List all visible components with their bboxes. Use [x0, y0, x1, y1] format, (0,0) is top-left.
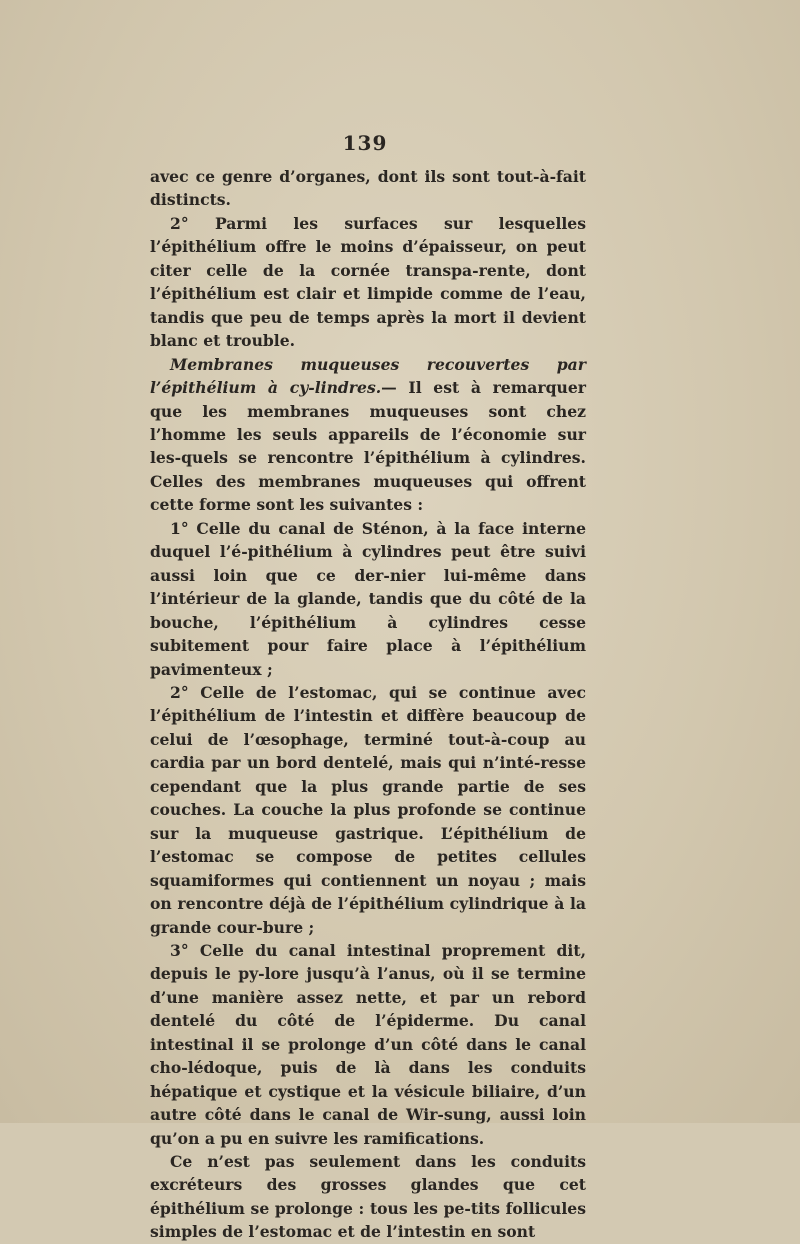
paragraph: 3° Celle du canal intestinal proprement dit, depuis le py-lore jusqu’à l’anus, où il se termine d’une manière assez nette, et par un rebord dentelé du côté de l’épiderme. Du canal intestinal il se prolonge d’un côté dans le canal cho-lédoque, puis de là dans les conduits hépatique et cystique et la vésicule biliaire, d’un autre côté dans le canal de Wir-sung, aussi loin qu’on a pu en suivre les ramifications.: [150, 940, 586, 1148]
body-text: [150, 165, 586, 1244]
paragraph: 1° Celle du canal de Sténon, à la face interne duquel l’é-pithélium à cylindres peut être suivi aussi loin que ce der-nier lui-même dans l’intérieur de la glande, tandis que du côté de la bouche, l’épithélium à cylindres cesse subitement pour faire place à l’épithélium pavimenteux ;: [150, 518, 586, 679]
section-heading: Membranes muqueuses recouvertes par l’épithélium à cy-lindres.: [150, 354, 586, 398]
paragraph: avec ce genre d’organes, dont ils sont tout-à-fait distincts.: [150, 167, 586, 210]
page-number: 139: [342, 131, 388, 155]
paragraph-text: — Il est à remarquer que les membranes muqueuses sont chez l’homme les seuls appareils de l’économie sur les-quels se rencontre l’épithélium à cylindres. Celles des membranes muqueuses qui offrent cette forme sont les suivantes :: [150, 378, 586, 515]
paragraph: 2° Parmi les surfaces sur lesquelles l’épithélium offre le moins d’épaisseur, on peut citer celle de la cornée transpa-rente, dont l’épithélium est clair et limpide comme de l’eau, tandis que peu de temps après la mort il devient blanc et trouble.: [150, 213, 586, 351]
paragraph: 2° Celle de l’estomac, qui se continue avec l’épithélium de l’intestin et diffère beaucoup de celui de l’œsophage, terminé tout-à-coup au cardia par un bord dentelé, mais qui n’inté-resse cependant que la plus grande partie de ses couches. La couche la plus profonde se continue sur la muqueuse gastrique. L’épithélium de l’estomac se compose de petites cellules squamiformes qui contiennent un noyau ; mais on rencontre déjà de l’épithélium cylindrique à la grande cour-bure ;: [150, 682, 586, 937]
paragraph-with-heading: [150, 353, 586, 517]
paragraph: Ce n’est pas seulement dans les conduits excréteurs des grosses glandes que cet épithélium se prolonge : tous les pe-tits follicules simples de l’estomac et de l’intestin en sont: [150, 1152, 586, 1242]
